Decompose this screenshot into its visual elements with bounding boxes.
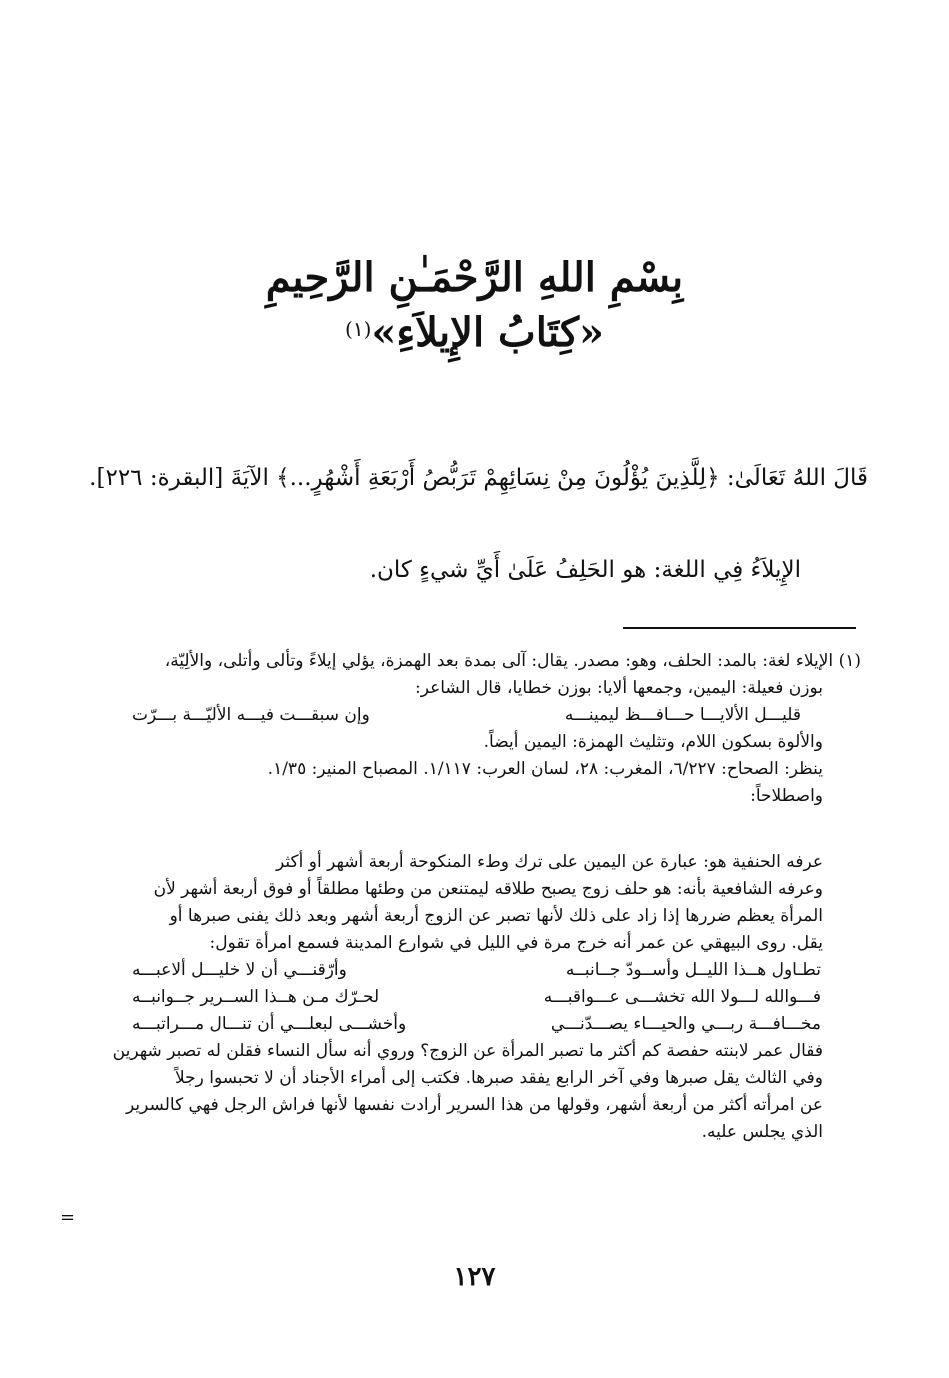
- footnote-line: والألوة بسكون اللام، وتثليث الهمزة: اليمين أيضاً.: [483, 732, 823, 752]
- poem-verse: [72, 984, 861, 1011]
- footnote-line: [72, 648, 861, 675]
- definition-paragraph: الإِيلاَءُ فِي اللغة: هو الحَلِفُ عَلَىٰ أَيِّ شيءٍ كان.: [369, 557, 801, 583]
- verse-hemistich: وإن سبقـــت فيـــه الأليّـــة بـــرّت: [132, 705, 370, 725]
- verse-hemistich: وأخشـــى لبعلـــي أن تنـــال مـــراتبـــه: [132, 1014, 407, 1034]
- footnote-reference: (١): [345, 317, 372, 341]
- verse-hemistich: مخـــافـــة ربـــي والحيـــاء يصـــدّنـــي: [550, 1014, 821, 1034]
- quran-verse-paragraph: قَالَ اللهُ تَعَالَىٰ: ﴿لِلَّذِينَ يُؤْلُونَ مِنْ نِسَائِهِمْ تَرَبُّصُ أَرْبَعَةِ أَشْهُرٍ...﴾ الآيَةَ [البقرة: ٢٢٦].: [89, 465, 868, 491]
- chapter-title-text: «كِتَابُ الإِيلاَءِ»: [371, 309, 604, 356]
- footnote-number: (١): [838, 651, 861, 671]
- footnote-line: الذي يجلس عليه.: [701, 1122, 823, 1142]
- verse-hemistich: قليـــل الألايـــا حـــافـــظ ليمينـــه: [564, 705, 801, 725]
- footnote-line: عن امرأته أكثر من أربعة أشهر، وقولها من هذا السرير أرادت نفسها لأنها فراش الرجل فهي كالسرير: [126, 1095, 823, 1115]
- footnote-line: يقل. روى البيهقي عن عمر أنه خرج مرة في الليل في شوارع المدينة فسمع امرأة تقول:: [209, 933, 823, 953]
- basmala-heading: بِسْمِ اللهِ الرَّحْمَـٰنِ الرَّحِيمِ: [265, 254, 684, 301]
- footnote-line: واصطلاحاً:: [750, 786, 823, 806]
- verse-hemistich: تطـاول هــذا الليــل وأســودّ جــانبــه: [565, 960, 821, 980]
- continuation-marker: =: [60, 1207, 76, 1228]
- verse-hemistich: وأرّقنـــي أن لا خليـــل ألاعبـــه: [132, 960, 347, 980]
- chapter-title: [0, 305, 949, 361]
- footnote-line: فقال عمر لابنته حفصة كم أكثر ما تصبر المرأة عن الزوج؟ وروي أنه سأل النساء فقلن له تصبر شهرين: [112, 1041, 823, 1061]
- footnote-line: عرفه الحنفية هو: عبارة عن اليمين على ترك وطء المنكوحة أربعة أشهر أو أكثر: [276, 852, 823, 872]
- poem-verse: [72, 702, 861, 729]
- footnote-1: [72, 648, 861, 810]
- verse-hemistich: فـــوالله لـــولا الله تخشـــى عـــواقبـــه: [543, 987, 821, 1007]
- footnote-line: بوزن فعيلة: اليمين، وجمعها ألايا: بوزن خطايا، قال الشاعر:: [415, 678, 823, 698]
- poem-verse: [72, 1011, 861, 1038]
- verse-hemistich: لحـرّك مـن هــذا الســرير جــوانبــه: [132, 987, 380, 1007]
- poem-verse: [72, 957, 861, 984]
- page-number: ١٢٧: [453, 1262, 496, 1292]
- footnote-line: ينظر: الصحاح: ٦/٢٢٧، المغرب: ٢٨، لسان العرب: ١/١١٧. المصباح المنير: ١/٣٥.: [267, 759, 823, 779]
- footnote-line: وفي الثالث يقل صبرها وفي آخر الرابع يفقد صبرها. فكتب إلى أمراء الأجناد أن لا تحبسوا رجلاً: [174, 1068, 823, 1088]
- footnote-line: وعرفه الشافعية بأنه: هو حلف زوج يصبح طلاقه ليمتنعن من وطئها مطلقاً أو فوق أربعة أشهر لأن: [153, 879, 823, 899]
- footnote-1-continued: [72, 849, 861, 1146]
- footnote-text: الإيلاء لغة: بالمد: الحلف، وهو: مصدر. يقال: آلى بمدة بعد الهمزة، يؤلي إيلاءً وتألى وأتلى، والألِيّة،: [164, 651, 834, 671]
- footnote-line: المرأة يعظم ضررها إذا زاد على ذلك لأنها تصبر عن الزوج أربعة أشهر وبعد ذلك يفنى صبرها أو: [169, 906, 823, 926]
- footnote-separator: [623, 627, 856, 629]
